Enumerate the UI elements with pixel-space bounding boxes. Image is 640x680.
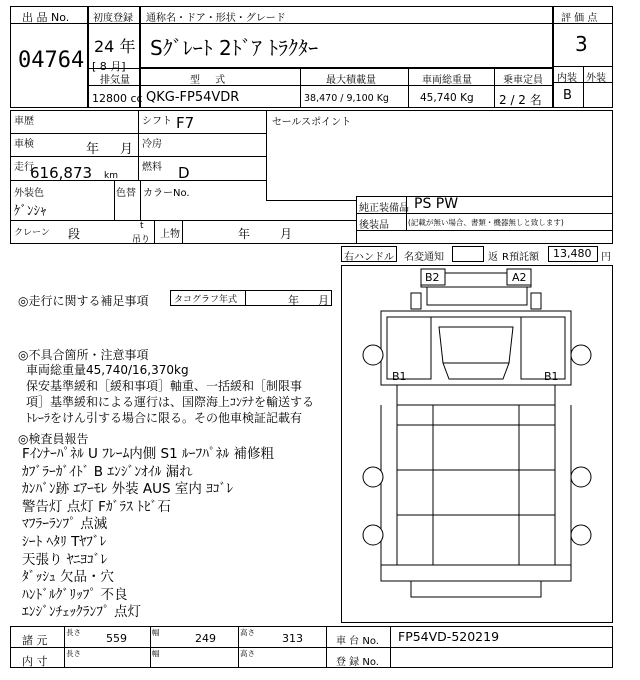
gross-weight: 45,740 Kg [420, 92, 474, 104]
height-label-2: 高さ [240, 649, 255, 658]
color-code-label: カラーNo. [143, 188, 190, 199]
interior-grade: B [563, 88, 572, 103]
inspector-line: ｶﾌﾞﾗｰｶﾞｲﾄﾞ B ｴﾝｼﾞﾝｵｲﾙ 漏れ [22, 463, 193, 480]
name-change-label: 名変通知 [404, 252, 444, 263]
inspector-line: ﾏﾌﾗｰﾗﾝﾌﾟ 点滅 [22, 516, 108, 533]
model-code: QKG-FP54VDR [146, 90, 240, 105]
chassis-number: FP54VD-520219 [398, 629, 500, 644]
crane-month: 月 [280, 227, 293, 241]
model-name-label: 通称名・ドア・形状・グレード [146, 13, 286, 24]
crane-top-label: 上物 [160, 229, 180, 240]
length-label-2: 長さ [66, 649, 81, 658]
capacity-label: 乗車定員 [503, 75, 543, 86]
defects-title: ◎不具合箇所・注意事項 [18, 348, 149, 362]
width-label-2: 幅 [152, 649, 160, 658]
reg-label: 登 録 No. [336, 657, 379, 668]
r-amount: 13,480 [553, 247, 592, 260]
mark-b1-right: B1 [544, 370, 559, 383]
color-change-label: 色替 [116, 188, 136, 199]
exterior-grade-label: 外装 [586, 73, 606, 84]
max-load: 38,470 / 9,100 Kg [304, 93, 389, 104]
crane-label: クレーン [14, 228, 50, 238]
handle-value: 右ハンドル [344, 252, 394, 263]
crane-stage: 段 [68, 227, 81, 241]
width-value: 249 [195, 632, 216, 645]
tachograph-month: 月 [318, 294, 329, 307]
r-inspection-label: R預託額 [502, 252, 539, 263]
inspector-title: ◎検査員報告 [18, 432, 89, 446]
defect-line: 項］基準緩和による運行は、国際海上ｺﾝﾃﾅを輸送する [26, 395, 315, 409]
lot-label: 出 品 No. [22, 11, 70, 24]
inspector-line: ﾊﾝﾄﾞﾙｸﾞﾘｯﾌﾟ 不良 [22, 586, 128, 603]
inspector-line: 警告灯 点灯 Fｶﾞﾗｽ ﾄﾋﾞ石 [22, 498, 171, 515]
first-reg-year: 24 年 [94, 37, 136, 56]
shift-value: F7 [176, 114, 195, 132]
aftermarket-note: (記載が無い場合、書類・機器無しと致します) [408, 218, 564, 227]
color-label: 外装色 [14, 188, 44, 199]
mileage-value: 616,873 [30, 164, 93, 182]
fuel-value: D [178, 164, 190, 182]
displacement-label: 排気量 [100, 75, 130, 86]
specs-label: 諸 元 [22, 634, 48, 647]
score-value: 3 [575, 32, 588, 56]
inspector-line: 天張り ﾔﾆﾖｺﾞﾚ [22, 551, 108, 568]
length-label: 長さ [66, 628, 81, 637]
interior-dim-label: 内 寸 [22, 655, 48, 668]
name-change-box [452, 246, 484, 262]
mark-b2: B2 [425, 271, 440, 284]
first-reg-month: [ 8 月] [92, 60, 126, 73]
height-value: 313 [282, 632, 303, 645]
inspector-line: ｴﾝｼﾞﾝﾁｪｯｸﾗﾝﾌﾟ 点灯 [22, 604, 142, 621]
defect-line: ﾄﾚｰﾗをけん引する場合に限る。その他車検証記載有 [26, 411, 303, 425]
defects-lines [18, 362, 314, 426]
defect-line: 保安基準緩和［緩和事項］軸重、一括緩和［制限事 [26, 379, 303, 393]
history-label: 車歴 [14, 116, 34, 127]
mark-a2: A2 [512, 271, 527, 284]
mileage-unit: km [104, 171, 118, 181]
height-label: 高さ [240, 628, 255, 637]
crane-hang: 吊り [132, 235, 151, 245]
inspector-line: ｼｰﾄ ﾍﾀﾘ Tﾔﾌﾞﾚ [22, 533, 107, 550]
inspector-lines [22, 446, 274, 622]
tachograph-year: 年 [288, 294, 299, 307]
ac-label: 冷房 [142, 139, 162, 150]
score-label: 評 価 点 [561, 13, 598, 24]
fuel-label: 燃料 [142, 162, 162, 173]
defect-line: 車両総重量45,740/16,370kg [26, 363, 189, 377]
inspection-year: 年 [86, 142, 100, 157]
mileage-label: 走行 [14, 162, 34, 173]
inspection-label: 車検 [14, 139, 34, 150]
length-value: 559 [106, 632, 127, 645]
crane-year: 年 [238, 227, 251, 241]
inspector-line: ﾀﾞｯｼｭ 欠品・穴 [22, 569, 115, 586]
inspector-line: ｶﾝﾊﾞﾝ跡 ｴｱｰﾓﾚ 外装 AUS 室内 ﾖｺﾞﾚ [22, 481, 234, 498]
lot-number: 04764 [18, 48, 85, 73]
aftermarket-label: 後装品 [359, 220, 389, 231]
shift-label: シフト [142, 116, 172, 127]
equipment-label: 純正装備品 [359, 203, 409, 214]
gross-weight-label: 車両総重量 [422, 75, 472, 86]
mark-b1-left: B1 [392, 370, 407, 383]
inspector-line: Fｲﾝﾅｰﾊﾟﾈﾙ U ﾌﾚｰﾑ内側 S1 ﾙｰﾌﾊﾟﾈﾙ 補修粗 [22, 446, 275, 462]
interior-grade-label: 内装 [557, 73, 577, 84]
displacement-value: 12800 cc [92, 92, 143, 105]
inspection-month: 月 [120, 142, 134, 157]
sales-point-label: セールスポイント [272, 117, 352, 128]
color-value: ｹﾞﾝｼｬ [14, 204, 47, 219]
crane-ton-unit: t [140, 221, 144, 231]
r-unit: 円 [601, 252, 611, 263]
model-code-label: 型 式 [190, 75, 232, 86]
truck-diagram [341, 265, 613, 623]
first-reg-label: 初度登録 [93, 13, 133, 24]
capacity: 2 / 2 名 [499, 93, 542, 107]
model-name: Sｸﾞﾚｰﾄ 2ﾄﾞｱ ﾄﾗｸﾀｰ [150, 36, 319, 60]
supplementary-title: ◎走行に関する補足事項 [18, 294, 149, 308]
width-label: 幅 [152, 628, 160, 637]
tachograph-label: タコグラフ年式 [174, 295, 238, 305]
chassis-label: 車 台 No. [336, 636, 379, 647]
return-label: 返 [488, 252, 498, 263]
max-load-label: 最大積載量 [326, 75, 376, 86]
equipment-value: PS PW [414, 196, 459, 212]
